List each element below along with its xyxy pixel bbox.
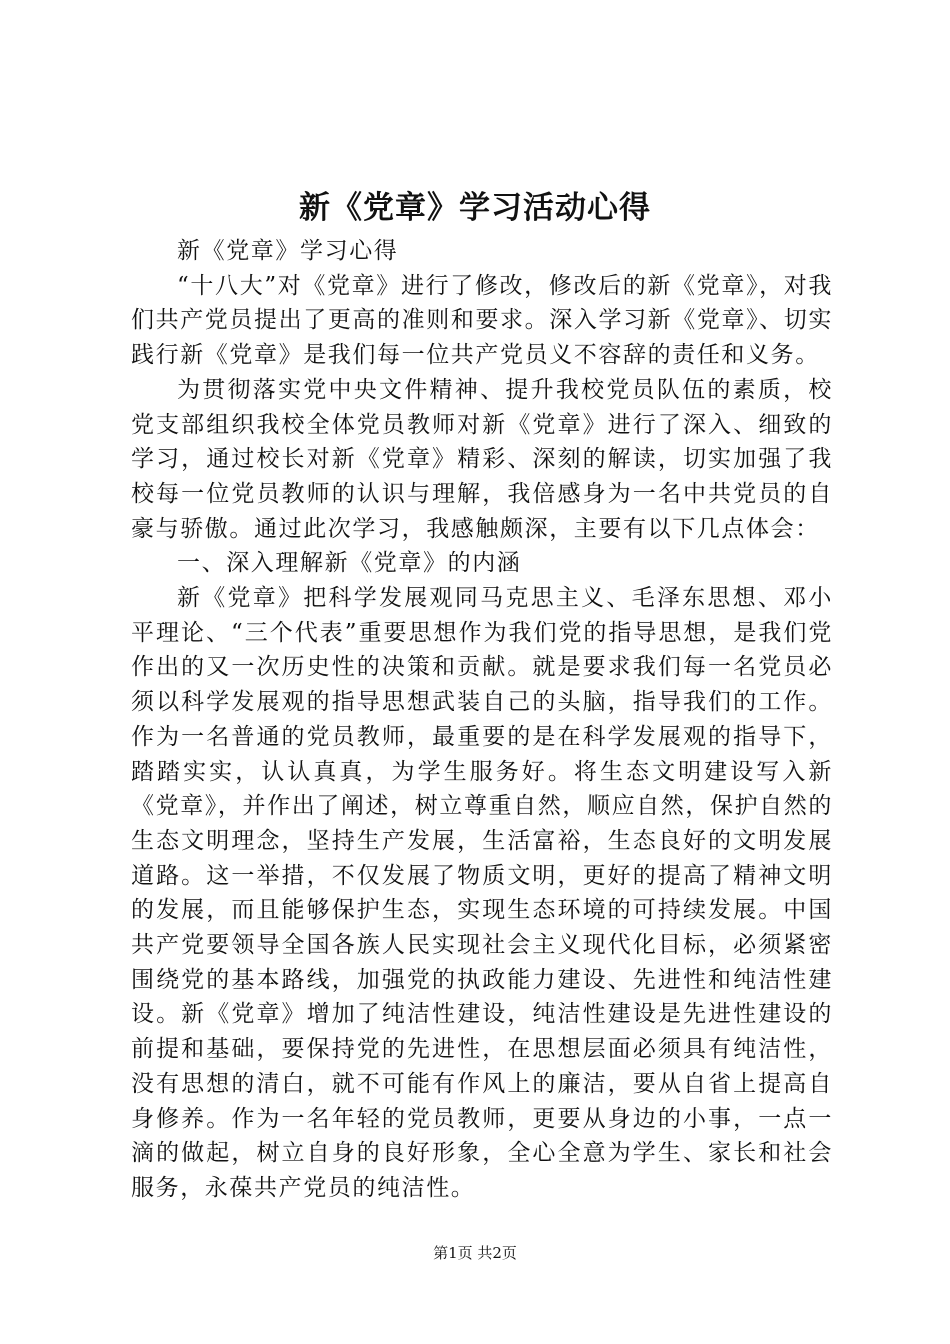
- section-heading: 一、深入理解新《党章》的内涵: [177, 550, 522, 577]
- page-number-footer: 第1页 共2页: [433, 1244, 517, 1262]
- subtitle-paragraph: 新《党章》学习心得: [177, 238, 399, 264]
- body-paragraph: 为贯彻落实党中央文件精神、提升我校党员队伍的素质，校党支部组织我校全体党员教师对新《党章》进行了深入、细致的学习，通过校长对新《党章》精彩、深刻的解读，切实加强了我校每一位党员教师的认识与理解，我倍感身为一名中共党员的自豪与骄傲。通过此次学习，我感触颇深，主要有以下几点体会：: [131, 376, 833, 542]
- document-title: 新《党章》学习活动心得: [299, 190, 651, 226]
- body-paragraph: 新《党章》把科学发展观同马克思主义、毛泽东思想、邓小平理论、“三个代表”重要思想作为我们党的指导思想，是我们党作出的又一次历史性的决策和贡献。就是要求我们每一名党员必须以科学发展观的指导思想武装自己的头脑，指导我们的工作。作为一名普通的党员教师，最重要的是在科学发展观的指导下，踏踏实实，认认真真，为学生服务好。将生态文明建设写入新《党章》，并作出了阐述，树立尊重自然，顺应自然，保护自然的生态文明理念，坚持生产发展，生活富裕，生态良好的文明发展道路。这一举措，不仅发展了物质文明，更好的提高了精神文明的发展，而且能够保护生态，实现生态环境的可持续发展。中国共产党要领导全国各族人民实现社会主义现代化目标，必须紧密围绕党的基本路线，加强党的执政能力建设、先进性和纯洁性建设。新《党章》增加了纯洁性建设，纯洁性建设是先进性建设的前提和基础，要保持党的先进性，在思想层面必须具有纯洁性，没有思想的清白，就不可能有作风上的廉洁，要从自省上提高自身修养。作为一名年轻的党员教师，更要从身边的小事，一点一滴的做起，树立自身的良好形象，全心全意为学生、家长和社会服务，永葆共产党员的纯洁性。: [131, 585, 833, 1201]
- body-paragraph: “十八大”对《党章》进行了修改，修改后的新《党章》，对我们共产党员提出了更高的准则和要求。深入学习新《党章》、切实践行新《党章》是我们每一位共产党员义不容辞的责任和义务。: [131, 272, 833, 369]
- document-body: [131, 234, 833, 1206]
